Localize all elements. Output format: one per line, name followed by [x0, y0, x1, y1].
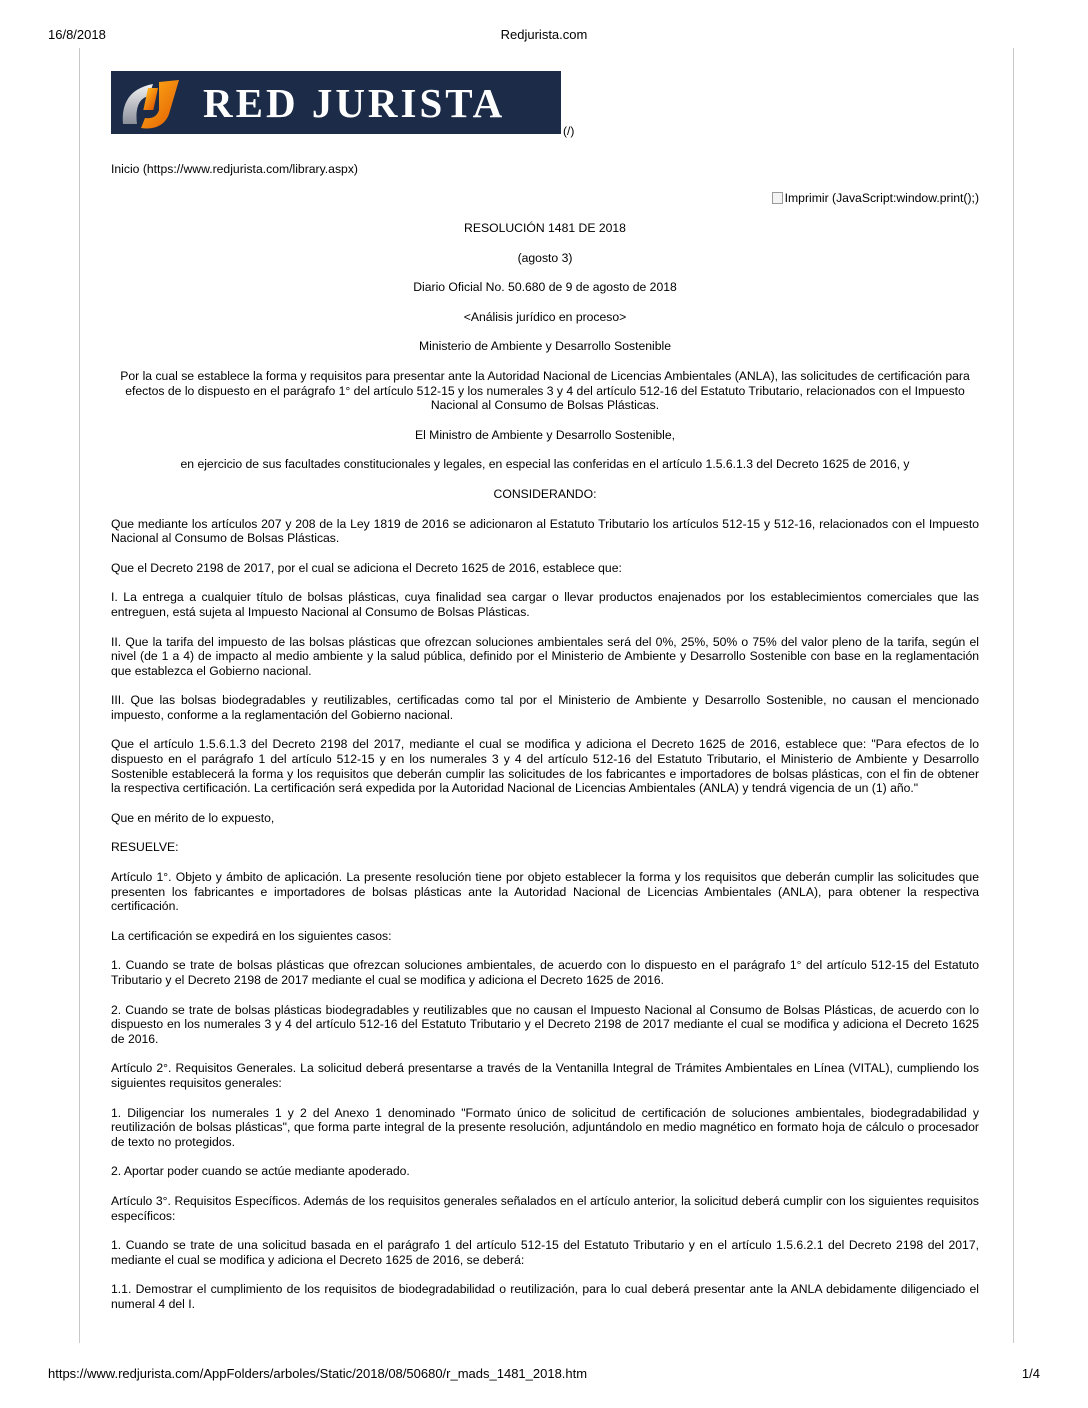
article-2: Artículo 2°. Requisitos Generales. La solicitud deberá presentarse a través de la Ventanilla Integral de Trámites Ambientales en Línea (VITAL), cumpliendo los siguientes requisitos generales:: [111, 1061, 979, 1090]
list-item: 1. Cuando se trate de bolsas plásticas que ofrezcan soluciones ambientales, de acuerdo con lo dispuesto en el parágrafo 1° del artículo 512-15 del Estatuto Tributario y el Decreto 2198 de 2017 mediante el cual se modifica y adiciona el Decreto 1625 de 2016.: [111, 958, 979, 987]
broken-image-icon: [772, 192, 783, 204]
page-border-right: [1013, 48, 1014, 1343]
body-paragraph: La certificación se expedirá en los siguientes casos:: [111, 928, 392, 943]
body-paragraph: Que en mérito de lo expuesto,: [111, 810, 275, 825]
red-jurista-logo[interactable]: [111, 71, 561, 134]
logo-emblem-icon: [113, 74, 193, 132]
body-paragraph: III. Que las bolsas biodegradables y reutilizables, certificadas como tal por el Ministerio de Ambiente y Desarrollo Sostenible, no causan el mencionado impuesto, conforme a la reglamentación del Gobierno nacional.: [111, 693, 979, 722]
print-link[interactable]: [772, 191, 979, 206]
analysis-note: <Análisis jurídico en proceso>: [463, 309, 627, 324]
body-paragraph: Que el artículo 1.5.6.1.3 del Decreto 2198 del 2017, mediante el cual se modifica y adiciona el Decreto 1625 de 2016, establece que: "Para efectos de lo dispuesto en el parágrafo 1 del artículo 512-15 y en los numerales 3 y 4 del artículo 512-16 del Estatuto Tributario, el Ministerio de Ambiente y Desarrollo Sostenible establecerá la forma y los requisitos que deberán cumplir las solicitudes de los fabricantes e importadores de bolsas plásticas, con el fin de obtener la respectiva certificación. La certificación será expedida por la Autoridad Nacional de Licencias Ambientales (ANLA) y tendrá vigencia de un (1) año.": [111, 737, 979, 796]
page-border-left: [79, 48, 80, 1343]
resuelve-heading: RESUELVE:: [111, 840, 179, 855]
resolution-title: RESOLUCIÓN 1481 DE 2018: [464, 221, 626, 235]
print-footer-page: 1/4: [1021, 1366, 1040, 1381]
logo-home-link[interactable]: (/): [563, 124, 575, 138]
logo-text: RED JURISTA: [203, 80, 506, 126]
resolution-summary: Por la cual se establece la forma y requisitos para presentar ante la Autoridad Nacional de Licencias Ambientales (ANLA), las solicitudes de certificación para efectos de lo dispuesto en el parágrafo 1° del artículo 512-15 y los numerales 3 y 4 del artículo 512-16 del Estatuto Tributario, relacionados con el Impuesto Nacional al Consumo de Bolsas Plásticas.: [120, 368, 970, 413]
print-footer-url: https://www.redjurista.com/AppFolders/arboles/Static/2018/08/50680/r_mads_1481_2018.htm: [48, 1366, 588, 1381]
list-item: 1. Cuando se trate de una solicitud basada en el parágrafo 1 del artículo 512-15 del Estatuto Tributario y en el artículo 1.5.6.2.1 del Decreto 2198 del 2017, mediante el cual se modifica y adiciona el Decreto 1625 de 2016, se deberá:: [111, 1238, 979, 1267]
list-item: 2. Cuando se trate de bolsas plásticas biodegradables y reutilizables que no causan el Impuesto Nacional al Consumo de Bolsas Plásticas, de acuerdo con lo dispuesto en los numerales 3 y 4 del artículo 512-16 del Estatuto Tributario y el Decreto 2198 de 2017 mediante el cual se modifica y adiciona el Decreto 1625 de 2016.: [111, 1002, 979, 1046]
print-link-label: Imprimir (JavaScript:window.print();): [784, 191, 979, 205]
resolution-date: (agosto 3): [517, 250, 573, 265]
body-paragraph: I. La entrega a cualquier título de bolsas plásticas, cuya finalidad sea cargar o llevar productos enajenados por los establecimientos comerciales que las entreguen, está sujeta al Impuesto Nacional al Consumo de Bolsas Plásticas.: [111, 590, 979, 619]
article-1: Artículo 1°. Objeto y ámbito de aplicación. La presente resolución tiene por objeto establecer la forma y los requisitos que deberán cumplir las solicitudes que presenten los fabricantes e importadores de bolsas plásticas ante la Autoridad Nacional de Licencias Ambientales (ANLA), para obtener la respectiva certificación.: [111, 870, 979, 914]
faculties-line: en ejercicio de sus facultades constitucionales y legales, en especial las conferidas en el artículo 1.5.6.1.3 del Decreto 1625 de 2016, y: [180, 457, 910, 472]
list-item: 1.1. Demostrar el cumplimiento de los requisitos de biodegradabilidad o reutilización, para lo cual deberá presentar ante la ANLA debidamente diligenciado el numeral 4 del I.: [111, 1282, 979, 1311]
print-header-date: 16/8/2018: [48, 27, 106, 42]
list-item: 1. Diligenciar los numerales 1 y 2 del Anexo 1 denominado "Formato único de solicitud de certificación de soluciones ambientales, biodegradabilidad y reutilización de bolsas plásticas", que forma parte integral de la presente resolución, adjuntándolo en medio magnético en formato hoja de cálculo o procesador de texto no protegidos.: [111, 1105, 979, 1149]
considerando-heading: CONSIDERANDO:: [493, 486, 597, 501]
minister-line: El Ministro de Ambiente y Desarrollo Sostenible,: [414, 427, 676, 442]
ministry-name: Ministerio de Ambiente y Desarrollo Sostenible: [419, 339, 671, 354]
body-paragraph: Que el Decreto 2198 de 2017, por el cual se adiciona el Decreto 1625 de 2016, establece que:: [111, 560, 622, 575]
print-header-title: Redjurista.com: [500, 27, 588, 42]
list-item: 2. Aportar poder cuando se actúe mediante apoderado.: [111, 1164, 410, 1179]
article-3: Artículo 3°. Requisitos Específicos. Además de los requisitos generales señalados en el artículo anterior, la solicitud deberá cumplir con los siguientes requisitos específicos:: [111, 1193, 979, 1223]
body-paragraph: II. Que la tarifa del impuesto de las bolsas plásticas que ofrezcan soluciones ambientales será del 0%, 25%, 50% o 75% del valor pleno de la tarifa, según el nivel (de 1 a 4) de impacto al medio ambiente y la salud pública, definido por el Ministerio de Ambiente y Desarrollo Sostenible con base en la reglamentación que establezca el Gobierno nacional.: [111, 634, 979, 678]
body-paragraph: Que mediante los artículos 207 y 208 de la Ley 1819 de 2016 se adicionaron al Estatuto Tributario los artículos 512-15 y 512-16, relacionados con el Impuesto Nacional al Consumo de Bolsas Plásticas.: [111, 516, 979, 546]
diario-oficial: Diario Oficial No. 50.680 de 9 de agosto de 2018: [413, 280, 677, 295]
home-link[interactable]: Inicio (https://www.redjurista.com/library.aspx): [111, 162, 358, 176]
